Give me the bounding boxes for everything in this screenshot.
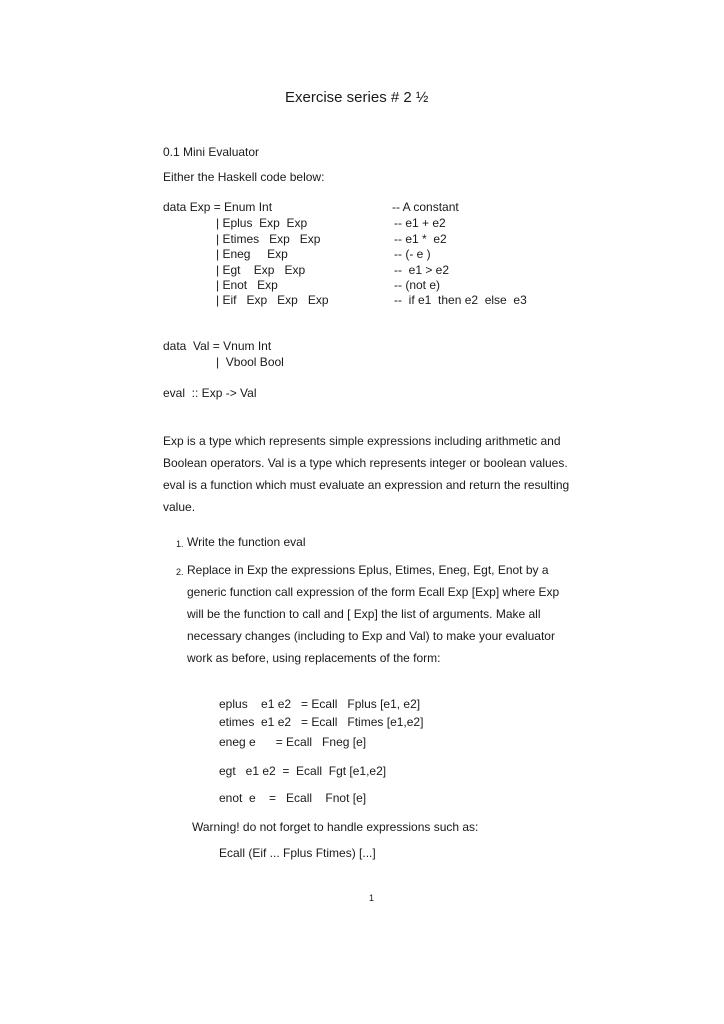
code-comment: -- A constant bbox=[392, 200, 459, 214]
list-number: 1. bbox=[176, 539, 184, 549]
paragraph-line: Exp is a type which represents simple expressions including arithmetic and bbox=[163, 434, 561, 448]
warning-text: Warning! do not forget to handle expressions such as: bbox=[192, 820, 479, 834]
code-line: | Vbool Bool bbox=[216, 355, 284, 369]
code-line: | Etimes Exp Exp bbox=[216, 232, 321, 246]
eval-signature: eval :: Exp -> Val bbox=[163, 386, 257, 400]
code-line: eneg e = Ecall Fneg [e] bbox=[219, 735, 367, 749]
list-item: Replace in Exp the expressions Eplus, Etimes, Eneg, Egt, Enot by a bbox=[187, 563, 549, 577]
section-heading: 0.1 Mini Evaluator bbox=[163, 145, 260, 159]
code-line: | Eplus Exp Exp bbox=[216, 216, 308, 230]
code-comment: -- (not e) bbox=[394, 278, 441, 292]
code-line: data Val = Vnum Int bbox=[163, 339, 272, 353]
intro-text: Either the Haskell code below: bbox=[163, 170, 325, 184]
code-comment: -- e1 * e2 bbox=[394, 232, 447, 246]
list-item: will be the function to call and [ Exp] the list of arguments. Make all bbox=[187, 607, 541, 621]
code-line: | Eif Exp Exp Exp bbox=[216, 293, 329, 307]
code-line: enot e = Ecall Fnot [e] bbox=[219, 791, 367, 805]
list-item: generic function call expression of the form Ecall Exp [Exp] where Exp bbox=[187, 585, 560, 599]
list-item: necessary changes (including to Exp and Val) to make your evaluator bbox=[187, 629, 555, 643]
page-title: Exercise series # 2 ½ bbox=[285, 89, 429, 106]
paragraph-line: value. bbox=[163, 500, 196, 514]
code-line: data Exp = Enum Int bbox=[163, 200, 273, 214]
code-line: | Eneg Exp bbox=[216, 247, 288, 261]
code-comment: -- e1 + e2 bbox=[394, 216, 446, 230]
code-line: eplus e1 e2 = Ecall Fplus [e1, e2] bbox=[219, 697, 421, 711]
code-comment: -- e1 > e2 bbox=[394, 263, 450, 277]
warning-example: Ecall (Eif ... Fplus Ftimes) [...] bbox=[219, 846, 376, 860]
list-number: 2. bbox=[176, 567, 184, 577]
paragraph-line: Boolean operators. Val is a type which represents integer or boolean values. bbox=[163, 456, 568, 470]
code-line: etimes e1 e2 = Ecall Ftimes [e1,e2] bbox=[219, 715, 424, 729]
code-line: | Enot Exp bbox=[216, 278, 278, 292]
code-comment: -- if e1 then e2 else e3 bbox=[394, 293, 527, 307]
list-item: Write the function eval bbox=[187, 535, 306, 549]
page-number: 1 bbox=[369, 893, 375, 903]
list-item: work as before, using replacements of the form: bbox=[187, 651, 441, 665]
code-line: | Egt Exp Exp bbox=[216, 263, 306, 277]
code-line: egt e1 e2 = Ecall Fgt [e1,e2] bbox=[219, 764, 387, 778]
paragraph-line: eval is a function which must evaluate an expression and return the resulting bbox=[163, 478, 570, 492]
code-comment: -- (- e ) bbox=[394, 247, 431, 261]
